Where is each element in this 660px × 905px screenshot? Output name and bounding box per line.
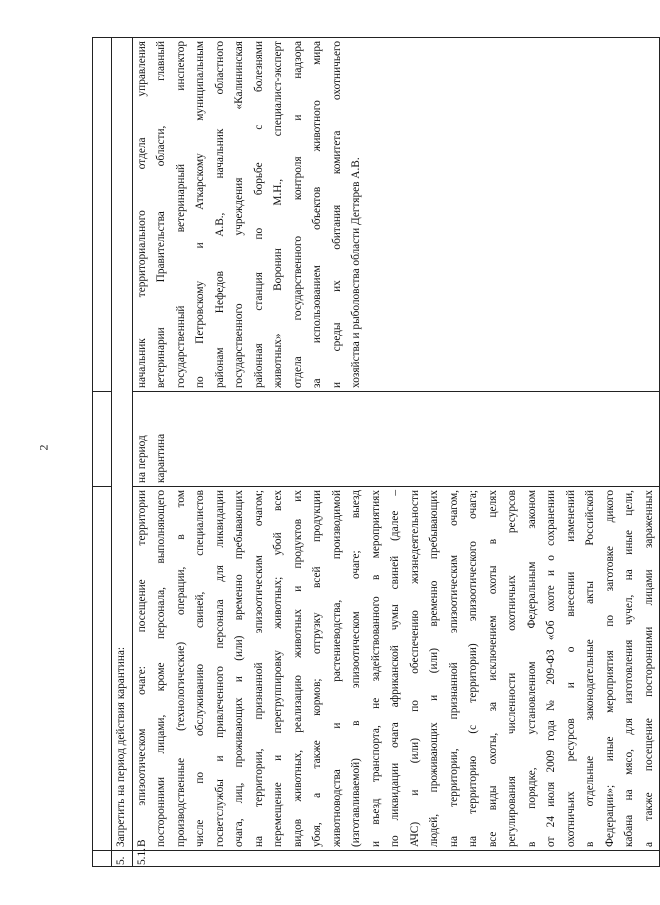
item-text-line: регулирования численности охотничьих ресурсов — [506, 490, 518, 847]
item-text-line: госветслужбы и привлеченного персонала для ликвидации — [213, 490, 226, 847]
item-text-line: перемещение и перегруппировку животных; убой всех — [272, 490, 284, 847]
responsible-text-line: ветеринарии Правительства области, главный — [155, 41, 167, 388]
blank-cell — [93, 851, 112, 867]
item-text-line: очага, лиц, проживающих и (или) временно пребывающих — [233, 490, 245, 847]
section-title: Запретить на период действия карантина: — [112, 38, 133, 851]
responsible-text-line: государственного учреждения «Калининская — [233, 41, 245, 388]
blank-cell — [93, 38, 112, 392]
responsible-text-line: и среды их обитания комитета охотничьего — [330, 41, 343, 388]
item-text-line: в порядке, установленном Федеральным законом — [525, 490, 538, 847]
responsible-text-line: животных» Воронин М.Н., специалист-эксперт — [272, 41, 284, 388]
responsible-text-line: за использованием объектов животного мира — [311, 41, 323, 388]
item-text-line: охотничьих ресурсов и о внесении изменений — [564, 490, 577, 847]
item-text-line: на территории, признанной эпизоотическим очагом; — [252, 490, 265, 847]
item-text-line: производственные (технологические) операции, в том — [174, 490, 187, 847]
item-text-line: в отдельные законодательные акты Российской — [584, 490, 596, 847]
page-number: 2 — [36, 444, 51, 451]
item-text-line: все виды охоты, за исключением охоты в целях — [486, 490, 499, 847]
section-number: 5. — [112, 851, 133, 867]
item-text-line: В эпизоотическом очаге: посещение территории — [135, 490, 148, 847]
blank-cell — [93, 392, 112, 487]
item-text-line: посторонними лицами, кроме персонала, выполняющего — [155, 490, 167, 847]
section-row — [112, 38, 133, 867]
responsible-text-line: хозяйства и рыболовства области Дегтярев А.В. — [350, 157, 362, 388]
item-text-line: видов животных, реализацию животных и продуктов их — [291, 490, 304, 847]
item-text-line: Федерации»; иные мероприятия по заготовке дикого — [603, 490, 616, 847]
item-row — [132, 38, 660, 867]
blank-cell — [93, 487, 112, 851]
item-text-line: числе по обслуживанию свиней, специалистов — [194, 490, 206, 847]
item-text-line: на территорию (с территории) эпизоотического очага; — [467, 490, 479, 847]
measures-table — [92, 37, 660, 867]
responsible-text-line: районная станция по борьбе с болезнями — [252, 41, 265, 388]
item-text-line: по ликвидации очага африканской чумы свиней (далее – — [389, 490, 401, 847]
item-text-line: АЧС) и (или) по обеспечению жизнедеятельности — [408, 490, 421, 847]
item-text-line: а также посещение посторонними лицами зараженных — [642, 490, 655, 847]
rotated-page-content — [92, 37, 655, 867]
item-text-line: кабана на мясо, для изготовления чучел, на иные цели, — [623, 490, 635, 847]
item-text-line: убоя, а также кормов; отгрузку всей продукции — [311, 490, 323, 847]
item-text-line: (изготавливаемой) в эпизоотическом очаге; выезд — [350, 490, 362, 847]
item-text-line: животноводства и растениеводства, производимой — [330, 490, 343, 847]
item-responsible — [132, 38, 660, 392]
responsible-text-line: районам Нефедов А.В., начальник областного — [213, 41, 226, 388]
responsible-text-line: отдела государственного контроля и надзора — [291, 41, 304, 388]
responsible-text-line: по Петровскому и Аткарскому муниципальным — [194, 41, 206, 388]
item-text-line: и въезд транспорта, не задействованного в мероприятиях — [369, 490, 382, 847]
item-term: на период карантина — [132, 392, 660, 487]
responsible-text-line: начальник территориального отдела управления — [135, 41, 148, 388]
table-header-blank-row — [93, 38, 112, 867]
item-number: 5.1. — [132, 851, 660, 867]
item-text-line: на территории, признанной эпизоотическим очагом, — [447, 490, 460, 847]
item-text-line: людей, проживающих и (или) временно пребывающих — [428, 490, 440, 847]
responsible-text-line: государственный ветеринарный инспектор — [174, 41, 187, 388]
item-text — [132, 487, 660, 851]
item-text-line: от 24 июля 2009 года № 209-ФЗ «Об охоте и о сохранении — [545, 490, 557, 847]
